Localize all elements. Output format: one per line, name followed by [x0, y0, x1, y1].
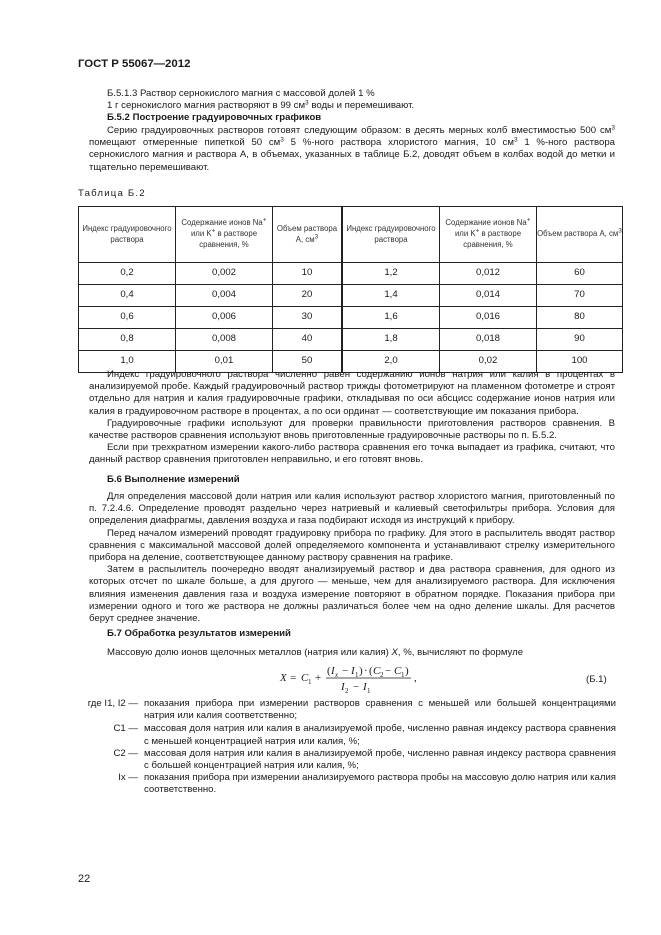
section-b513-title: Б.5.1.3 Раствор сернокислого магния с массовой долей 1 %	[107, 88, 375, 99]
section-b6-p2: Перед началом измерений проводят градуировку прибора по графику. Для этого в распылитель вводят раствор сравнения с максимальной массовой долей определяемого компонента и устанавливают стрелку измерительного прибора на деление, соответствующее данному раствору сравнения на графике.	[89, 527, 615, 564]
cell: 40	[273, 329, 343, 351]
table-caption: Таблица Б.2	[78, 188, 146, 199]
cell: 0,2	[79, 263, 176, 285]
definitions-list	[78, 698, 616, 797]
cell: 1,8	[342, 329, 440, 351]
definition-text: массовая доля натрия или калия в анализируемой пробе, численно равная индексу раствора сравнения с меньшей концентрацией натрия или калия, %;	[144, 723, 616, 747]
cell: 80	[537, 307, 623, 329]
svg-text:,: ,	[414, 672, 417, 684]
cell: 0,014	[440, 285, 537, 307]
cell: 0,8	[79, 329, 176, 351]
svg-text:x: x	[335, 671, 339, 679]
svg-text:): )	[359, 665, 363, 677]
calibration-table	[78, 206, 623, 373]
section-b6-p1: Для определения массовой доли натрия или калия используют раствор хлористого магния, приготовленный по п. 7.2.4.6. Определение проводят раздельно через натриевый и калиевый светофильтры прибора. Условия для определения диафрагмы, давления воздуха и газа подбирают исходя из инструкций к прибору.	[89, 491, 615, 527]
section-b7-intro: Массовую долю ионов щелочных металлов (натрия или калия) X, %, вычисляют по формуле	[107, 647, 524, 658]
formula-b1	[270, 661, 630, 695]
cell: 0,016	[440, 307, 537, 329]
section-b7-title: Б.7 Обработка результатов измерений	[107, 628, 291, 639]
definition-item	[78, 772, 616, 796]
section-b52-paragraph: Серию градуировочных растворов готовят следующим образом: в десять мерных колб вместимостью 500 $см^3$ помещают отмеренные пипеткой 50 $см^3$ 5 %-ного раствора хлористого магния, 10 $см^3$ 1 %-ного раствора сернокислого магния и раствора А, в объемах, указанных в таблице Б.2, доводят объем в колбах водой до метки и тщательно перемешивают.	[89, 124, 615, 173]
page-number: 22	[78, 873, 91, 885]
definition-item	[78, 698, 616, 722]
after-table-p3: Если при трехкратном измерении какого-либо раствора сравнения его точка выпадает из графика, считают, что данный раствор сравнения приготовлен неправильно, и его готовят вновь.	[89, 442, 615, 466]
cell: 0,012	[440, 263, 537, 285]
svg-text:+: +	[315, 672, 322, 684]
svg-text:1: 1	[367, 687, 371, 695]
cell: 60	[537, 263, 623, 285]
definition-text: показания прибора при измерении анализируемого раствора пробы на массовую долю натрия или калия соответственно.	[144, 772, 616, 796]
svg-text:I: I	[341, 681, 345, 693]
section-b513	[107, 88, 615, 125]
section-b6-title: Б.6 Выполнение измерений	[107, 474, 240, 485]
svg-text:2: 2	[345, 687, 349, 695]
svg-text:(: (	[369, 665, 373, 677]
standard-header: ГОСТ Р 55067—2012	[78, 58, 191, 70]
svg-text:−: −	[342, 665, 349, 677]
cell: 1,0	[79, 351, 176, 373]
definition-item	[78, 748, 616, 772]
header-index: Индекс градуировочного раствора	[79, 207, 176, 263]
svg-text:·: ·	[364, 665, 368, 677]
cell: 0,6	[79, 307, 176, 329]
after-table-text	[89, 369, 615, 467]
section-b6-p3: Затем в распылитель поочередно вводят анализируемый раствор и два раствора сравнения, для одного из которых отсчет по шкале больше, а для другого — меньше, чем для анализируемого раствора. Для исключения влияния изменения давления газа и воздуха измерение повторяют в обратном порядке. Показания прибора при измерении одного и того же раствора не должны различаться более чем на одно деление шкалы. Для расчетов берут среднее значение.	[89, 564, 615, 625]
svg-text:=: =	[290, 672, 297, 684]
svg-text:1: 1	[308, 678, 312, 686]
svg-text:C: C	[373, 665, 381, 677]
svg-text:1: 1	[401, 671, 405, 679]
svg-text:2: 2	[380, 671, 384, 679]
svg-text:I: I	[363, 681, 367, 693]
cell: 70	[537, 285, 623, 307]
definition-item	[78, 723, 616, 747]
svg-text:C: C	[394, 665, 402, 677]
svg-text:(: (	[327, 665, 331, 677]
cell: 2,0	[342, 351, 440, 373]
table-row	[79, 329, 623, 351]
svg-text:X: X	[280, 672, 287, 684]
definition-text: показания прибора при измерении растворов сравнения с меньшей или большей концентрациями натрия или калия соответственно;	[144, 698, 616, 722]
table-row	[79, 285, 623, 307]
cell: 90	[537, 329, 623, 351]
svg-text:−: −	[385, 665, 392, 677]
header-volume: Объем раствора А, $см^3$	[273, 207, 343, 263]
cell: 1,4	[342, 285, 440, 307]
cell: 0,4	[79, 285, 176, 307]
svg-text:): )	[405, 665, 409, 677]
cell: 0,002	[176, 263, 273, 285]
definition-text: массовая доля натрия или калия в анализируемой пробе, численно равная индексу раствора сравнения с большей концентрацией натрия или калия, %;	[144, 747, 616, 772]
table-header-row	[79, 207, 623, 263]
cell: 30	[273, 307, 343, 329]
section-b513-text: 1 г сернокислого магния растворяют в 99 $см^3$ воды и перемешивают.	[107, 99, 415, 112]
formula-number: (Б.1)	[586, 674, 607, 685]
cell: 100	[537, 351, 623, 373]
table-row	[79, 263, 623, 285]
cell: 20	[273, 285, 343, 307]
table-row	[79, 307, 623, 329]
header-volume-2: Объем раствора А, $см^3$	[537, 207, 623, 263]
cell: 1,2	[342, 263, 440, 285]
cell: 0,02	[440, 351, 537, 373]
svg-text:1: 1	[355, 671, 359, 679]
svg-text:I: I	[351, 665, 355, 677]
svg-text:I: I	[331, 665, 335, 677]
cell: 1,6	[342, 307, 440, 329]
definition-symbol: Ix —	[118, 772, 138, 784]
cell: 0,004	[176, 285, 273, 307]
header-index-2: Индекс градуировочного раствора	[342, 207, 440, 263]
header-content-2: Содержание ионов Na+ или K+ в растворе сравнения, %	[440, 207, 537, 263]
cell: 0,008	[176, 329, 273, 351]
svg-text:−: −	[353, 681, 360, 693]
definition-symbol: где I1, I2 —	[87, 698, 138, 709]
cell: 10	[273, 263, 343, 285]
definition-symbol: C1 —	[113, 723, 138, 735]
cell: 0,01	[176, 351, 273, 373]
section-b6-text	[89, 491, 615, 625]
cell: 0,006	[176, 307, 273, 329]
svg-text:C: C	[301, 672, 309, 684]
after-table-p1: Индекс градуировочного раствора численно равен содержанию ионов натрия или калия в процентах в анализируемой пробе. Каждый градуировочный раствор трижды фотометрируют на пламенном фотометре и строят отдельно для натрия и калия градуировочные графики, откладывая по оси абсцисс содержание ионов натрия или калия в градуировочном растворе в процентах, а по оси ординат — соответствующие им показания прибора.	[89, 369, 615, 417]
section-b52-title: Б.5.2 Построение градуировочных графиков	[107, 112, 322, 124]
cell: 0,018	[440, 329, 537, 351]
header-content: Содержание ионов Na+ или K+ в растворе сравнения, %	[176, 207, 273, 263]
after-table-p2: Градуировочные графики используют для проверки правильности приготовления растворов сравнения. В качестве растворов сравнения используют вновь приготовленные градуировочные растворы по п. Б.5.2.	[89, 417, 615, 442]
cell: 50	[273, 351, 343, 373]
formula-graphic	[270, 661, 630, 695]
definition-symbol: C2 —	[113, 747, 138, 759]
